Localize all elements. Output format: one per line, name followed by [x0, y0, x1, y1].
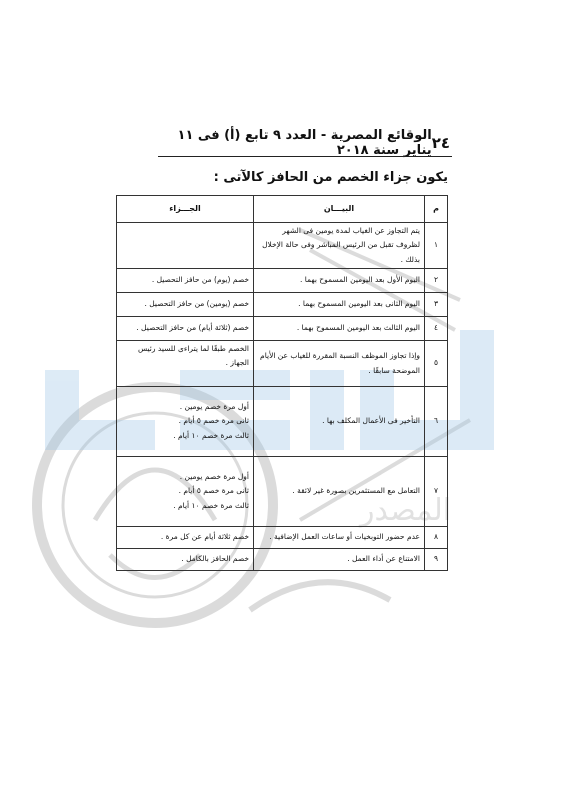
row-penalty — [117, 387, 254, 457]
row-penalty — [117, 341, 254, 387]
table-row — [117, 317, 448, 341]
header-num: م — [425, 196, 448, 223]
row-num: ٣ — [425, 293, 448, 317]
row-description: التعامل مع المستثمرين بصورة غير لائقة . — [254, 457, 425, 527]
row-penalty — [117, 223, 254, 269]
penalty-line: ثالث مرة خصم ١٠ أيام . — [173, 430, 249, 440]
page-header — [158, 128, 450, 158]
row-num: ٥ — [425, 341, 448, 387]
table-row — [117, 549, 448, 571]
row-description: يتم التجاوز عن الغياب لمدة يومين فى الشهر لظروف تقبل من الرئيس المباشر وفى حالة الإخلال بذلك . — [254, 223, 425, 269]
penalty-line: ثالث مرة خصم ١٠ أيام . — [173, 500, 249, 510]
penalty-line: خصم (يوم) من حافز التحصيل . — [151, 275, 249, 285]
row-num: ٧ — [425, 457, 448, 527]
row-penalty — [117, 527, 254, 549]
penalty-line: الخصم طبقًا لما يتراءى للسيد رئيس الجهاز . — [137, 344, 249, 368]
header-penalty: الجـــزاء — [117, 196, 254, 223]
watermark-text: المصدر — [360, 493, 452, 528]
section-title: يكون جزاء الخصم من الحافز كالآتى : — [213, 170, 448, 185]
row-penalty — [117, 457, 254, 527]
penalty-line: خصم (يومين) من حافز التحصيل . — [144, 299, 249, 309]
row-description: اليوم الثالث بعد اليومين المسموح بهما . — [254, 317, 425, 341]
table-row — [117, 293, 448, 317]
penalties-table — [116, 195, 448, 571]
penalty-line: خصم (ثلاثة أيام) من حافز التحصيل . — [136, 323, 249, 333]
table-header-row — [117, 196, 448, 223]
table-row — [117, 457, 448, 527]
row-penalty — [117, 293, 254, 317]
header-description: البيـــان — [254, 196, 425, 223]
penalty-line: ثانى مرة خصم ٥ أيام . — [178, 416, 249, 426]
row-penalty — [117, 317, 254, 341]
row-penalty — [117, 549, 254, 571]
header-title: الوقائع المصرية - العدد ٩ تابع (أ) فى ١١ يناير سنة ٢٠١٨ — [177, 128, 432, 158]
row-num: ١ — [425, 223, 448, 269]
table-row — [117, 341, 448, 387]
row-num: ٦ — [425, 387, 448, 457]
row-description: اليوم الأول بعد اليومين المسموح بهما . — [254, 269, 425, 293]
row-num: ٤ — [425, 317, 448, 341]
penalty-line: خصم ثلاثة أيام عن كل مرة . — [160, 532, 249, 542]
header-divider — [158, 156, 452, 157]
page-number: ٢٤ — [431, 134, 450, 152]
penalty-line: أول مرة خصم يومين . — [179, 402, 249, 412]
table-row — [117, 269, 448, 293]
row-description: اليوم الثانى بعد اليومين المسموح بهما . — [254, 293, 425, 317]
table-row — [117, 223, 448, 269]
row-description: وإذا تجاوز الموظف النسبة المقررة للغياب عن الأيام الموضحة سابقًا . — [254, 341, 425, 387]
penalty-line: خصم الحافز بالكامل . — [181, 554, 249, 564]
penalty-line: ثانى مرة خصم ٥ أيام . — [178, 486, 249, 496]
row-num: ٩ — [425, 549, 448, 571]
penalty-line: أول مرة خصم يومين . — [179, 472, 249, 482]
table-row — [117, 527, 448, 549]
row-description: الامتناع عن أداء العمل . — [254, 549, 425, 571]
row-num: ٢ — [425, 269, 448, 293]
row-description: عدم حضور التوبخيات أو ساعات العمل الإضافية . — [254, 527, 425, 549]
table-row — [117, 387, 448, 457]
row-num: ٨ — [425, 527, 448, 549]
row-description: التأخير فى الأعمال المكلف بها . — [254, 387, 425, 457]
row-penalty — [117, 269, 254, 293]
